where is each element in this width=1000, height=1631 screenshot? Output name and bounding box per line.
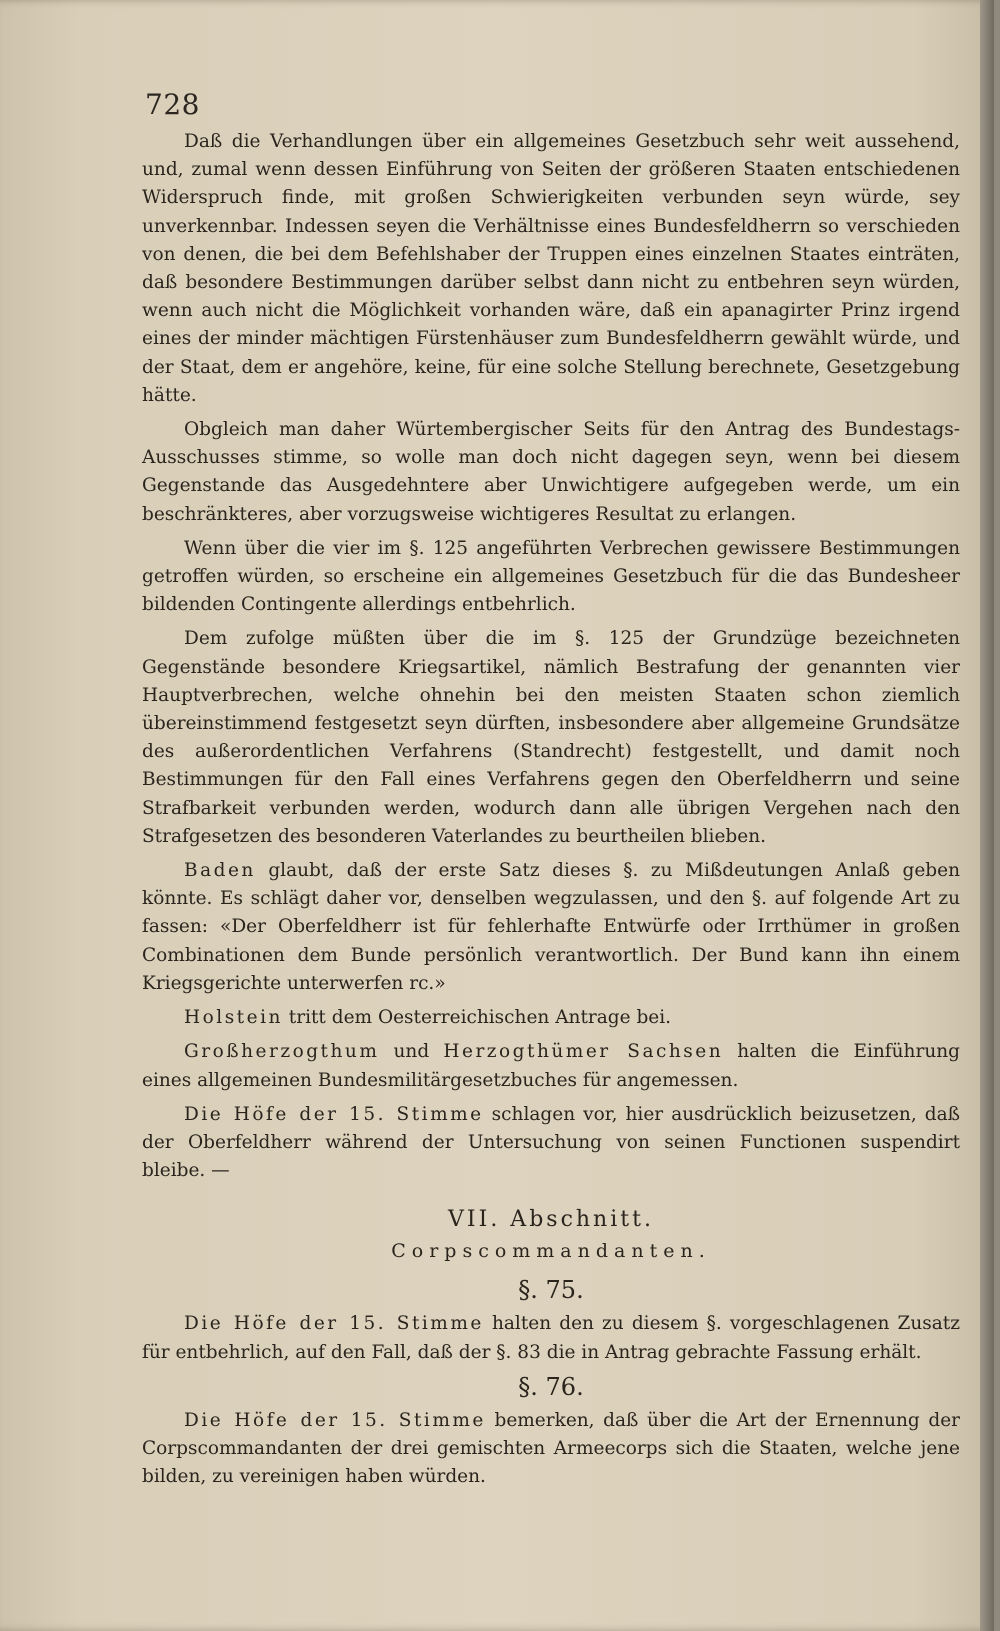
paragraph-3 (142, 535, 960, 620)
speaker-grossherzogthum: Großherzogthum (184, 1041, 380, 1063)
paragraph-3-text: Wenn über die vier im §. 125 angeführten Verbrechen gewissere Bestimmungen getroffen würden, so erscheine ein allgemeines Gesetzbuch für die das Bundesheer bildenden Contingente allerdings entbehrlich. (142, 537, 960, 616)
paragraph-1 (142, 128, 960, 410)
paragraph-2-text: Obgleich man daher Würtembergischer Seits für den Antrag des Bundestags-Ausschusses stimme, so wolle man doch nicht dagegen seyn, wenn bei diesem Gegenstande das Ausgedehntere aber Unwichtigere aufgegeben werde, um ein beschränkteres, aber vorzugsweise wichtigeres Resultat zu erlangen. (142, 419, 960, 525)
paragraph-holstein (142, 1004, 960, 1032)
page-edge (980, 0, 994, 1631)
paragraph-4 (142, 625, 960, 851)
paragraph-76-text: bemerken, daß über die Art der Ernennung der Corpscommandanten der drei gemischten Armeecorps sich die Staaten, welche jene bilden, zu vereinigen haben würden. (142, 1409, 960, 1488)
paragraph-75-text: halten den zu diesem §. vorgeschlagenen Zusatz für entbehrlich, auf den Fall, daß der §. 83 die in Antrag gebrachte Fassung erhält. (142, 1313, 960, 1363)
section-subheading: Corpscommandanten. (391, 1240, 711, 1263)
paragraph-grossherzogthum-text: halten die Einführung eines allgemeinen Bundesmilitärgesetzbuches für angemessen. (142, 1041, 960, 1091)
paragraph-hoefe-text: schlagen vor, hier ausdrücklich beizusetzen, daß der Oberfeldherr während der Untersuchung von seinen Functionen suspendirt bleibe. — (142, 1103, 960, 1182)
paragraph-grossherzogthum (142, 1038, 960, 1094)
speaker-76: Die Höfe der 15. Stimme (184, 1409, 486, 1431)
paragraph-hoefe (142, 1101, 960, 1186)
paragraph-76-heading: §. 76. (518, 1372, 584, 1401)
paragraph-1-text: Daß die Verhandlungen über ein allgemeines Gesetzbuch sehr weit aussehend, und, zumal wenn dessen Einführung von Seiten der größeren Staaten entschiedenen Widerspruch finde, mit großen Schwierigkeiten verbunden seyn würde, sey unverkennbar. Indessen seyen die Verhältnisse eines Bundesfeldherrn so verschieden von denen, die bei dem Befehlshaber der Truppen eines einzelnen Staates einträten, daß besondere Bestimmungen darüber selbst dann nicht zu entbehren seyn würden, wenn auch nicht die Möglichkeit vorhanden wäre, daß ein apanagirter Prinz irgend eines der minder mächtigen Fürstenhäuser zum Bundesfeldherrn gewählt würde, und der Staat, dem er angehöre, keine, für eine solche Stellung berechnete, Gesetzgebung hätte. (142, 131, 960, 406)
paragraph-4-text: Dem zufolge müßten über die im §. 125 der Grundzüge bezeichneten Gegenstände besondere Kriegsartikel, nämlich Bestrafung der genannten vier Hauptverbrechen, welche ohnehin bei den meisten Staaten schon ziemlich übereinstimmend festgesetzt seyn dürften, insbesondere aber allgemeine Grundsätze des außerordentlichen Verfahrens (Standrecht) festgestellt, und damit noch Bestimmungen für den Fall eines Verfahrens gegen den Oberfeldherrn und seine Strafbarkeit verbunden werden, wodurch dann alle übrigen Vergehen nach den Strafgesetzen des besonderen Vaterlandes zu beurtheilen blieben. (142, 628, 960, 847)
paragraph-holstein-text: tritt dem Oesterreichischen Antrage bei. (282, 1007, 672, 1029)
speaker-sachsen: Herzogthümer Sachsen (443, 1041, 724, 1063)
paragraph-75 (142, 1310, 960, 1366)
connector-und: und (379, 1041, 444, 1063)
paragraph-2 (142, 416, 960, 529)
paragraph-76 (142, 1407, 960, 1492)
paragraph-75-heading: §. 75. (518, 1276, 584, 1305)
paragraph-baden (142, 857, 960, 998)
section-heading: VII. Abschnitt. (448, 1207, 654, 1233)
speaker-hoefe: Die Höfe der 15. Stimme (184, 1103, 484, 1125)
speaker-holstein: Holstein (184, 1007, 283, 1029)
page-number: 728 (145, 88, 200, 121)
paragraph-baden-text: glaubt, daß der erste Satz dieses §. zu Mißdeutungen Anlaß geben könnte. Es schlägt daher vor, denselben wegzulassen, und den §. auf folgende Art zu fassen: «Der Oberfeldherr ist für fehlerhafte Entwürfe oder Irrthümer in großen Combinationen dem Bunde persönlich verantwortlich. Der Bund kann ihn einem Kriegsgerichte unterwerfen rc.» (142, 860, 960, 994)
speaker-baden: Baden (184, 860, 256, 882)
speaker-75: Die Höfe der 15. Stimme (184, 1313, 484, 1335)
page-content (142, 128, 960, 1497)
